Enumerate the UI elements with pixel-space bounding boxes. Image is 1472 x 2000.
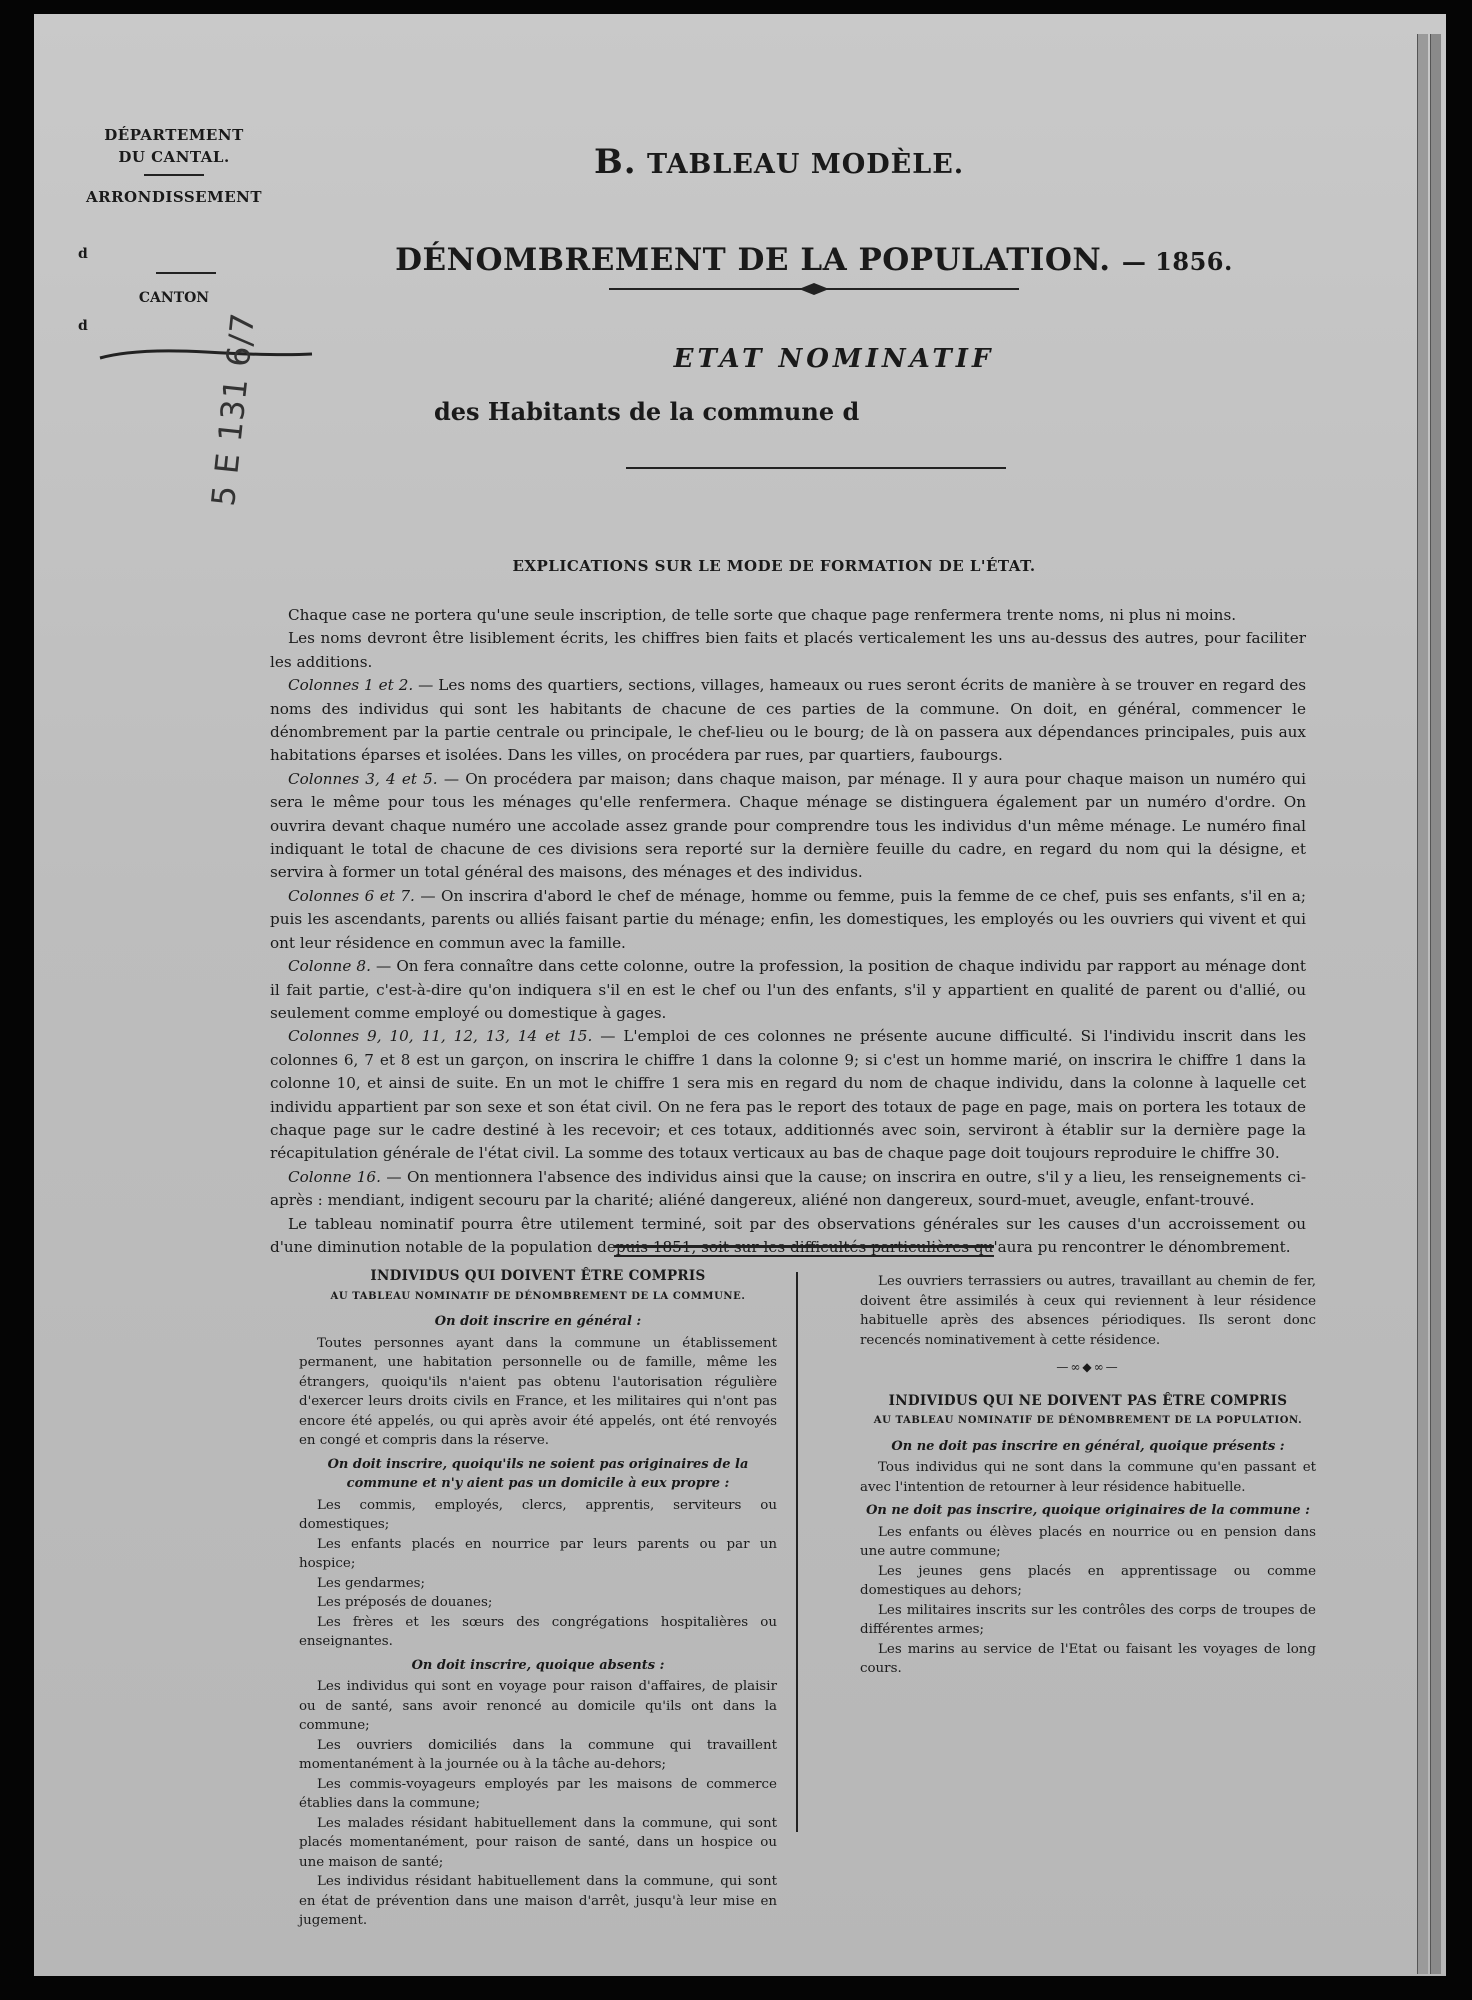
divider: [156, 272, 216, 274]
column-ref: Colonne 8.: [288, 957, 371, 976]
explication-paragraph: Chaque case ne portera qu'une seule inscription, de telle sorte que chaque page renfermera trente noms, ni plus ni moins.: [288, 606, 1237, 624]
explications-title: EXPLICATIONS SUR LE MODE DE FORMATION DE L'ÉTAT.: [512, 557, 1036, 575]
habitants-line: des Habitants de la commune d: [434, 397, 860, 426]
list-item: Les préposés de douanes;: [317, 1595, 493, 1610]
ornament: —∞◆∞—: [1056, 1360, 1120, 1374]
paragraph-text: — On procédera par maison; dans chaque maison, par ménage. Il y aura pour chaque maison un numéro qui sera le même pour tous les ménages qu'elle renfermera. Chaque ménage se distinguera également par un numéro d'ordre. On ouvrira devant chaque numéro une accolade assez grande pour comprendre tous les individus d'un même ménage. Le numéro final indiquant le total de chacune de ces divisions sera reporté sur la dernière feuille du cadre, en regard du nom qui la désigne, et servira à former un total général des maisons, des ménages et des individus.: [270, 769, 1307, 882]
compris-column: [299, 1267, 777, 1931]
title-rule: [609, 282, 1019, 296]
page-edge: [1417, 34, 1428, 1974]
list-item: Les enfants ou élèves placés en nourrice ou en pension dans une autre commune;: [860, 1524, 1316, 1559]
archive-stamp: 5 E 131 6/7: [204, 310, 263, 508]
compris-heading: On doit inscrire, quoique absents :: [411, 1657, 665, 1673]
explication-paragraph: [270, 1166, 1306, 1213]
list-item: Les ouvriers domiciliés dans la commune qui travaillent momentanément à la journée ou à la tâche au-dehors;: [299, 1737, 777, 1772]
compris-subtitle: AU TABLEAU NOMINATIF DE DÉNOMBREMENT DE LA COMMUNE.: [330, 1290, 746, 1302]
section-double-rule: [614, 1245, 994, 1257]
departement-block: [74, 124, 274, 208]
column-ref: Colonne 16.: [288, 1167, 381, 1186]
arrondissement-label: ARRONDISSEMENT: [85, 188, 263, 206]
explication-paragraph: [270, 885, 1306, 955]
explication-paragraph: [270, 1025, 1306, 1165]
list-item: Les individus résidant habituellement dans la commune, qui sont en état de prévention dans une maison d'arrêt, jusqu'à leur mise en jugement.: [299, 1874, 777, 1928]
compris-heading: On doit inscrire, quoiqu'ils ne soient pas originaires de la commune et n'y aient pas un domicile à eux propre :: [327, 1456, 749, 1491]
railway-workers-note: Les ouvriers terrassiers ou autres, travaillant au chemin de fer, doivent être assimilés à ceux qui reviennent à leur résidence habituelle après des absences périodiques. Ils seront donc recencés nominativement à cette résidence.: [860, 1274, 1316, 1348]
column-ref: Colonnes 3, 4 et 5.: [288, 769, 438, 788]
model-title: [594, 142, 964, 182]
non-compris-text: Tous individus qui ne sont dans la commune qu'en passant et avec l'intention de retourner à leur résidence habituelle.: [860, 1460, 1316, 1495]
census-year: — 1856.: [1121, 247, 1233, 276]
page-edge: [1430, 34, 1441, 1974]
explication-paragraph: [270, 955, 1306, 1025]
commune-rule: [626, 467, 1006, 469]
list-item: Les jeunes gens placés en apprentissage ou comme domestiques au dehors;: [860, 1563, 1316, 1598]
non-compris-column: [860, 1272, 1316, 1679]
explication-paragraph: [270, 674, 1306, 768]
list-item: Les marins au service de l'Etat ou faisant les voyages de long cours.: [860, 1641, 1316, 1676]
divider: [144, 174, 204, 176]
wave-rule: [96, 344, 316, 366]
departement-label: DÉPARTEMENT: [104, 126, 244, 144]
explication-paragraph: Le tableau nominatif pourra être utilement terminé, soit par des observations générales sur les causes d'un accroissement ou d'une diminution notable de la population depuis 1851, soit sur les difficultés particulières qu'aura pu rencontrer le dénombrement.: [270, 1214, 1306, 1256]
main-title: [364, 242, 1264, 278]
list-item: Les commis-voyageurs employés par les maisons de commerce établies dans la commune;: [299, 1776, 777, 1811]
list-item: Les militaires inscrits sur les contrôles des corps de troupes de différentes armes;: [860, 1602, 1316, 1637]
list-item: Les gendarmes;: [317, 1575, 426, 1591]
paragraph-text: — On fera connaître dans cette colonne, outre la profession, la position de chaque individu par rapport au ménage dont il fait partie, c'est-à-dire qu'on indiquera s'il en est le chef ou l'un des enfants, s'il y appartient en qualité de parent ou d'allié, ou seulement comme employé ou domestique à gages.: [270, 957, 1306, 1022]
list-item: Les individus qui sont en voyage pour raison d'affaires, de plaisir ou de santé, sans avoir renoncé au domicile qu'ils ont dans la commune;: [299, 1679, 777, 1733]
paragraph-text: — On mentionnera l'absence des individus ainsi que la cause; on inscrira en outre, s'il y a lieu, les renseignements ci-après : mendiant, indigent secouru par la charité; aliéné dangereux, aliéné non dangereux, sourd-muet, aveugle, enfant-trouvé.: [270, 1167, 1306, 1210]
compris-text: Toutes personnes ayant dans la commune un établissement permanent, une habitation personnelle ou de famille, même les étrangers, quoiqu'ils n'aient pas obtenu l'autorisation régulière d'exercer leurs droits civils en France, et les militaires qui n'ont pas encore été appelés, ou qui après avoir été appelés, ont été renvoyés en congé et compris dans la réserve.: [299, 1335, 777, 1448]
canton-prefix: d: [78, 318, 88, 334]
etat-nominatif: ETAT NOMINATIF: [673, 344, 995, 374]
column-ref: Colonnes 9, 10, 11, 12, 13, 14 et 15.: [288, 1027, 593, 1046]
model-title-text: TABLEAU MODÈLE.: [646, 149, 965, 180]
paragraph-text: — On inscrira d'abord le chef de ménage, homme ou femme, puis la femme de ce chef, puis ses enfants, s'il en a; puis les ascendants, parents ou alliés faisant partie du ménage; enfin, les domestiques, les employés ou les ouvriers qui vivent et qui ont leur résidence en commun avec la famille.: [270, 886, 1306, 952]
paragraph-text: — Les noms des quartiers, sections, villages, hameaux ou rues seront écrits de manière à se trouver en regard des noms des individus qui sont les habitants de chacune de ces parties de la commune. On doit, en général, commencer le dénombrement par la partie centrale ou principale, le chef-lieu ou le bourg; de là on passera aux dépendances principales, puis aux habitations éparses et isolées. Dans les villes, on procédera par rues, par quartiers, faubourgs.: [270, 676, 1306, 765]
explication-paragraph: Les noms devront être lisiblement écrits, les chiffres bien faits et placés verticalement les uns au-dessus des autres, pour faciliter les additions.: [270, 629, 1306, 671]
non-compris-subtitle: AU TABLEAU NOMINATIF DE DÉNOMBREMENT DE LA POPULATION.: [873, 1415, 1303, 1426]
main-title-text: DÉNOMBREMENT DE LA POPULATION.: [395, 242, 1111, 278]
canton-label: CANTON: [138, 290, 210, 306]
document-page: [34, 14, 1446, 1976]
departement-value: DU CANTAL.: [118, 148, 230, 166]
non-compris-title: INDIVIDUS QUI NE DOIVENT PAS ÊTRE COMPRIS: [888, 1392, 1288, 1409]
explications-body: [270, 604, 1306, 1259]
list-item: Les commis, employés, clercs, apprentis, serviteurs ou domestiques;: [299, 1497, 777, 1532]
column-divider: [796, 1272, 798, 1832]
column-ref: Colonnes 1 et 2.: [288, 676, 414, 695]
column-ref: Colonnes 6 et 7.: [288, 886, 415, 905]
paragraph-text: — L'emploi de ces colonnes ne présente aucune difficulté. Si l'individu inscrit dans les colonnes 6, 7 et 8 est un garçon, on inscrira le chiffre 1 dans la colonne 9; si c'est un homme marié, on inscrira le chiffre 1 dans la colonne 10, et ainsi de suite. En un mot le chiffre 1 sera mis en regard du nom de chaque individu, dans la colonne à laquelle cet individu appartient par son sexe et son état civil. On ne fera pas le report des totaux de page en page, mais on portera les totaux de chaque page sur le cadre destiné à les recevoir; et ces totaux, additionnés avec soin, serviront à établir sur la dernière page la récapitulation générale de l'état civil. La somme des totaux verticaux au bas de chaque page doit toujours reproduire le chiffre 30.: [270, 1027, 1306, 1163]
non-compris-heading: On ne doit pas inscrire en général, quoique présents :: [891, 1438, 1285, 1454]
list-item: Les frères et les sœurs des congrégations hospitalières ou enseignantes.: [299, 1614, 777, 1649]
compris-title: INDIVIDUS QUI DOIVENT ÊTRE COMPRIS: [370, 1268, 706, 1284]
model-letter: B.: [594, 142, 637, 182]
compris-heading: On doit inscrire en général :: [434, 1314, 642, 1329]
arrondissement-prefix: d: [78, 246, 88, 262]
list-item: Les enfants placés en nourrice par leurs parents ou par un hospice;: [299, 1536, 777, 1571]
non-compris-heading: On ne doit pas inscrire, quoique originaires de la commune :: [866, 1503, 1310, 1518]
list-item: Les malades résidant habituellement dans la commune, qui sont placés momentanément, pour raison de santé, dans un hospice ou une maison de santé;: [299, 1815, 777, 1870]
explication-paragraph: [270, 768, 1306, 885]
